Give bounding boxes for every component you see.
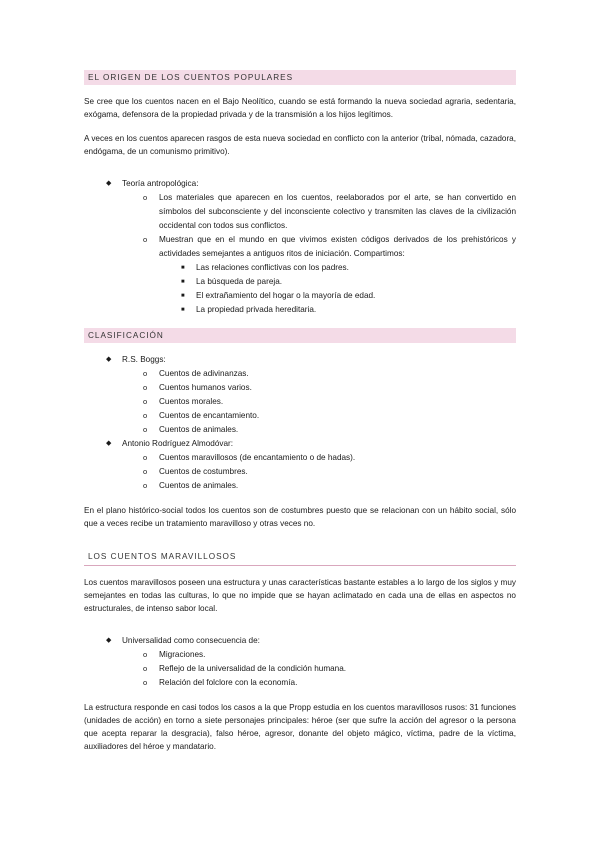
circle-bullet-icon: o (143, 425, 148, 434)
circle-bullet-icon: o (143, 411, 148, 420)
list-item: o Muestran que en el mundo en que vivimos existen códigos derivados de los prehistóricos y actividades semejantes a antiguos ritos de iniciación. Compartimos: ■ Las relaciones conflictivas con los padres. ■ La búsqueda de pareja. ■ El extrañamiento del hogar o la mayoría de edad. ■ La propiedad privada hereditaria. (122, 233, 516, 317)
square-bullet-icon: ■ (181, 265, 185, 271)
list-item: o Cuentos de costumbres. (122, 465, 516, 479)
list-item: o Cuentos maravillosos (de encantamiento o de hadas). (122, 451, 516, 465)
sub-sub-list (159, 261, 516, 317)
list-item: o Relación del folclore con la economía. (122, 676, 516, 690)
bullet-list (84, 634, 516, 690)
circle-bullet-icon: o (143, 678, 148, 687)
diamond-bullet-icon: ◆ (106, 637, 112, 644)
list-item: ■ La propiedad privada hereditaria. (159, 303, 516, 317)
circle-bullet-icon: o (143, 453, 148, 462)
sub-list (122, 648, 516, 690)
list-item: ◆ Antonio Rodríguez Almodóvar: o Cuentos maravillosos (de encantamiento o de hadas). o Cuentos de costumbres. o Cuentos de animales. (84, 437, 516, 493)
list-item: ■ Las relaciones conflictivas con los padres. (159, 261, 516, 275)
circle-bullet-icon: o (143, 369, 148, 378)
list-item: ◆ Universalidad como consecuencia de: o Migraciones. o Reflejo de la universalidad de la condición humana. o Relación del folclore con la economía. (84, 634, 516, 690)
circle-bullet-icon: o (143, 397, 148, 406)
section-heading-clasificacion: CLASIFICACIÓN (84, 328, 516, 343)
list-item: o Los materiales que aparecen en los cuentos, reelaborados por el arte, se han convertido en símbolos del subconsciente y del inconsciente colectivo y transmiten las claves de la civilización occidental con todos sus conflictos. (143, 193, 516, 230)
list-item: o Reflejo de la universalidad de la condición humana. (122, 662, 516, 676)
circle-bullet-icon: o (143, 664, 148, 673)
list-item: ◆ R.S. Boggs: o Cuentos de adivinanzas. o Cuentos humanos varios. o Cuentos morales. o Cuentos de encantamiento. o Cuentos de animales. (84, 353, 516, 437)
bullet-list (84, 353, 516, 493)
paragraph: Los cuentos maravillosos poseen una estructura y unas características bastante estables a lo largo de los siglos y muy semejantes en todas las culturas, lo que no impide que se hayan aclimatado en cada una de ellas en aspectos no estructurales, de intenso sabor local. (84, 578, 516, 613)
list-item: o Cuentos humanos varios. (122, 381, 516, 395)
list-item: o Migraciones. (122, 648, 516, 662)
circle-bullet-icon: o (143, 481, 148, 490)
diamond-bullet-icon: ◆ (106, 356, 112, 363)
circle-bullet-icon: o (143, 235, 148, 244)
circle-bullet-icon: o (143, 467, 148, 476)
list-item: o Cuentos de animales. (122, 423, 516, 437)
sub-list (122, 451, 516, 493)
section-heading-maravillosos: LOS CUENTOS MARAVILLOSOS (84, 549, 516, 566)
list-item: ■ El extrañamiento del hogar o la mayoría de edad. (159, 289, 516, 303)
circle-bullet-icon: o (143, 193, 148, 202)
diamond-bullet-icon: ◆ (106, 180, 112, 187)
circle-bullet-icon: o (143, 383, 148, 392)
paragraph: Se cree que los cuentos nacen en el Bajo Neolítico, cuando se está formando la nueva sociedad agraria, sedentaria, exógama, defensora de la propiedad privada y de la transmisión a los hijos legítimos. (84, 97, 516, 119)
paragraph: La estructura responde en casi todos los casos a la que Propp estudia en los cuentos maravillosos rusos: 31 funciones (unidades de acción) en torno a siete personajes principales: héroe (ser que sufre la acción del agresor o la persona que acepta reparar la desgracia), falso héroe, agresor, donante del objeto mágico, víctima, padre de la víctima, auxiliadores del héroe y mandatario. (84, 703, 516, 751)
list-item: o Cuentos de encantamiento. (122, 409, 516, 423)
sub-list (122, 191, 516, 317)
bullet-list (84, 177, 516, 317)
diamond-bullet-icon: ◆ (106, 440, 112, 447)
square-bullet-icon: ■ (181, 307, 185, 313)
list-item: o Cuentos de adivinanzas. (122, 367, 516, 381)
list-item: o Cuentos morales. (122, 395, 516, 409)
list-item: o Cuentos de animales. (122, 479, 516, 493)
list-item: ◆ Teoría antropológica: o Los materiales que aparecen en los cuentos, reelaborados por el arte, se han convertido en símbolos del subconsciente y del inconsciente colectivo y transmiten las claves de la civilización occidental con todos sus conflictos. o Muestran que en el mundo en que vivimos existen códigos derivados de los prehistóricos y actividades semejantes a antiguos ritos de iniciación. Compartimos: ■ Las relaciones conflictivas con los padres. ■ La búsqueda de pareja. ■ El extrañamiento del hogar o la mayoría de edad. ■ La propiedad privada hereditaria. (84, 177, 516, 317)
circle-bullet-icon: o (143, 650, 148, 659)
square-bullet-icon: ■ (181, 293, 185, 299)
sub-list (122, 367, 516, 437)
paragraph: En el plano histórico-social todos los cuentos son de costumbres puesto que se relacionan con un hábito social, sólo que a veces recibe un tratamiento maravilloso y otras veces no. (84, 506, 516, 528)
paragraph: A veces en los cuentos aparecen rasgos de esta nueva sociedad en conflicto con la anterior (tribal, nómada, cazadora, endógama, de un comunismo primitivo). (84, 134, 516, 156)
section-heading-origen: EL ORIGEN DE LOS CUENTOS POPULARES (84, 70, 516, 85)
document-page (84, 70, 516, 764)
list-item: ■ La búsqueda de pareja. (159, 275, 516, 289)
square-bullet-icon: ■ (181, 279, 185, 285)
